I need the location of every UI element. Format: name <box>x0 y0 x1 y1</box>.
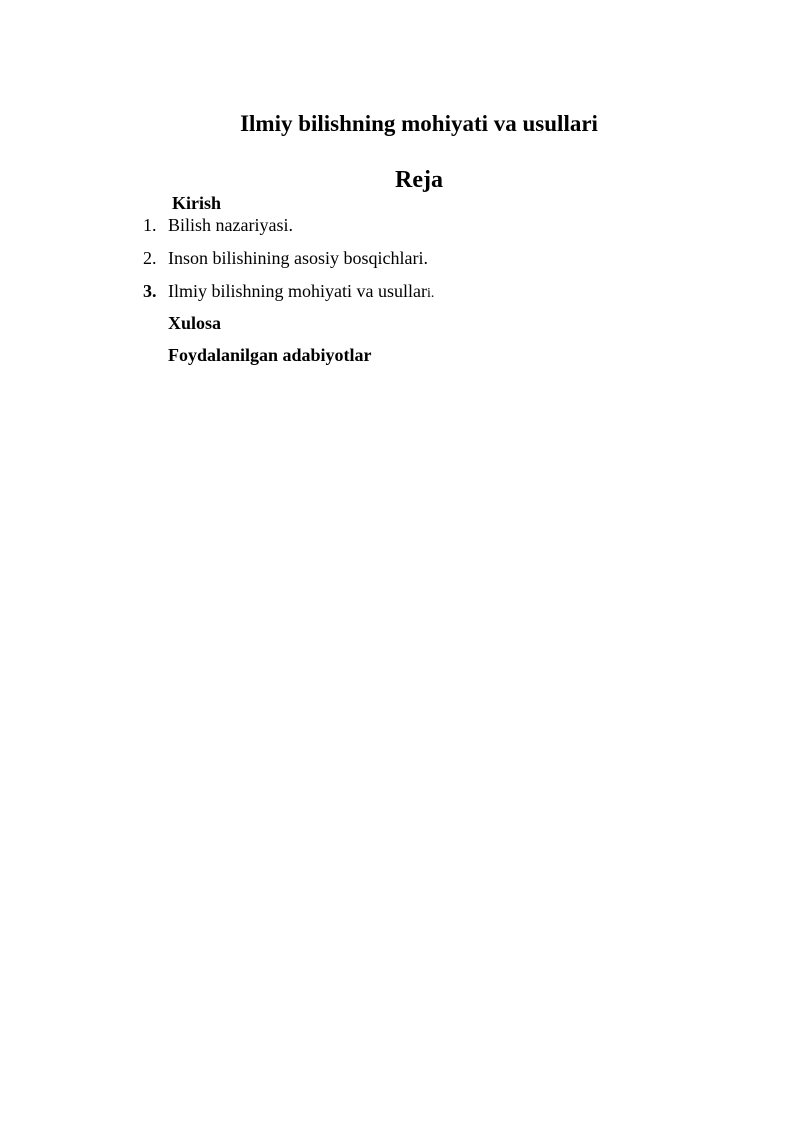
conclusion-label: Xulosa <box>168 313 222 333</box>
intro-label: Kirish <box>172 193 222 213</box>
list-item: Inson bilishining asosiy bosqichlari. <box>168 248 428 268</box>
list-item <box>168 280 434 305</box>
list-item-tail: i. <box>426 286 435 301</box>
list-item: Bilish nazariyasi. <box>168 215 293 235</box>
list-item-number: 1. <box>143 215 157 235</box>
list-item-number: 2. <box>143 248 157 268</box>
document-title: Ilmiy bilishning mohiyati va usullari <box>240 111 598 136</box>
plan-heading: Reja <box>395 167 443 193</box>
list-item-number: 3. <box>143 281 157 301</box>
references-label: Foydalanilgan adabiyotlar <box>168 345 372 365</box>
list-item-text: Ilmiy bilishning mohiyati va usullar <box>168 281 427 301</box>
